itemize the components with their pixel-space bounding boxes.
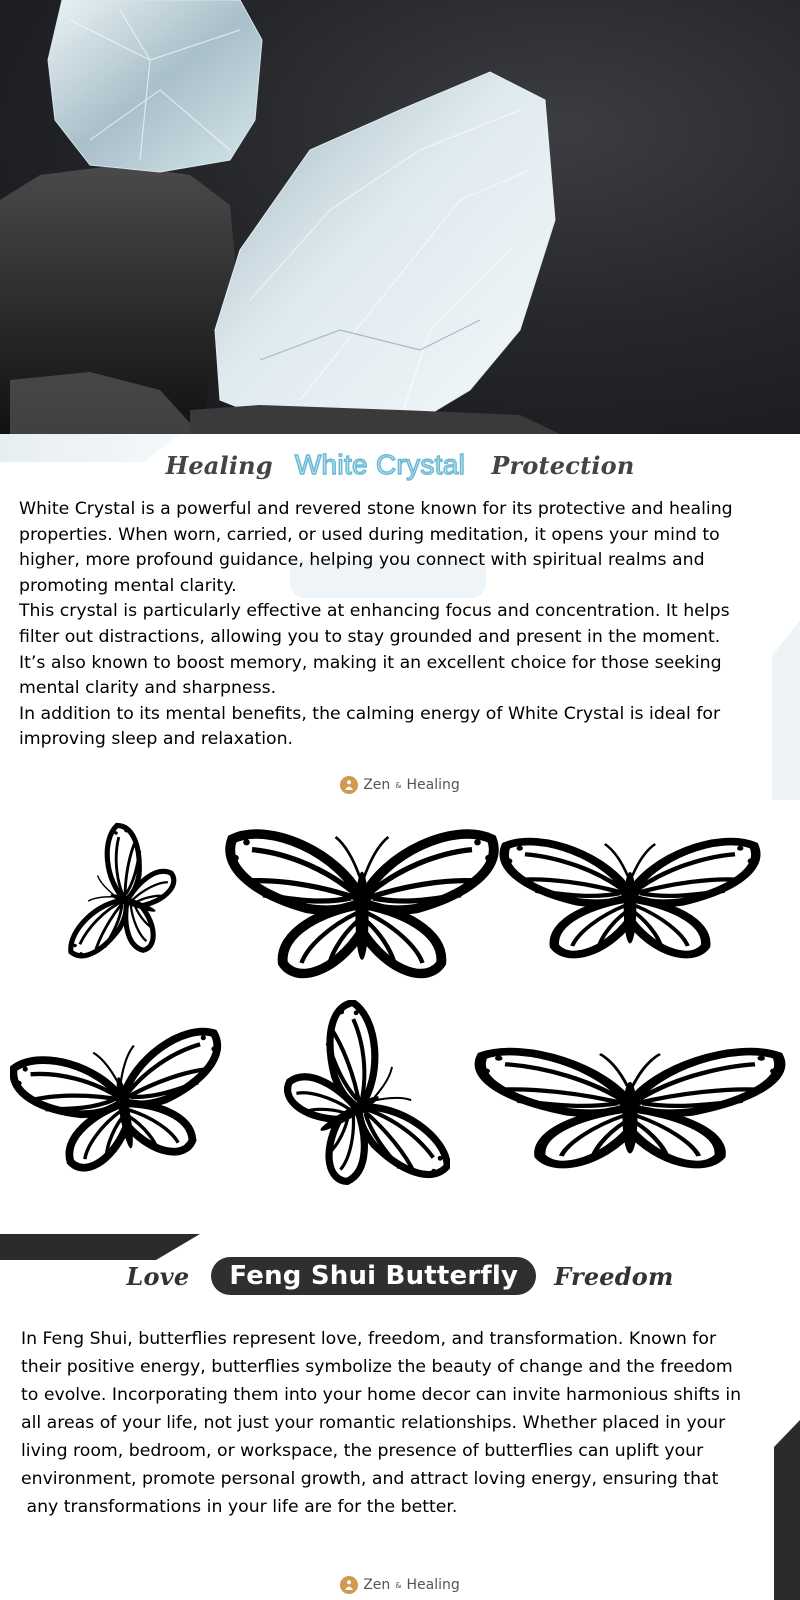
- brand-ampersand: &: [395, 780, 402, 790]
- text-line: living room, bedroom, or workspace, the presence of butterflies can uplift your: [21, 1441, 704, 1461]
- zen-healing-logo-icon: [340, 776, 358, 794]
- section-title-row: [0, 444, 800, 486]
- butterfly-icon: [270, 1000, 450, 1215]
- brand-name: Zen: [363, 777, 391, 793]
- brand-name: Healing: [406, 777, 460, 793]
- section-title-row: [0, 1254, 800, 1298]
- butterfly-icon: [30, 800, 220, 1000]
- text-line: properties. When worn, carried, or used during meditation, it opens your mind to: [19, 524, 720, 545]
- section-title: Feng Shui Butterfly: [211, 1257, 536, 1295]
- text-line: any transformations in your life are for the better.: [21, 1497, 458, 1517]
- hero-crystal-image: [0, 0, 800, 434]
- section-title: White Crystal: [294, 449, 466, 480]
- butterfly-icon: [470, 1020, 790, 1190]
- text-line: mental clarity and sharpness.: [19, 678, 277, 699]
- description-paragraph: [19, 497, 789, 753]
- text-line: all areas of your life, not just your romantic relationships. Whether placed in your: [21, 1413, 726, 1433]
- butterfly-icon: [10, 1000, 235, 1200]
- title-keyword-left: Love: [126, 1261, 190, 1291]
- brand-ampersand: &: [395, 1580, 402, 1590]
- brand-name: Zen: [363, 1577, 391, 1593]
- text-line: their positive energy, butterflies symbolize the beauty of change and the freedom: [21, 1357, 733, 1377]
- title-keyword-right: Protection: [491, 450, 635, 480]
- butterfly-icon: [222, 805, 502, 995]
- text-line: environment, promote personal growth, and attract loving energy, ensuring that: [21, 1469, 719, 1489]
- title-keyword-right: Freedom: [554, 1261, 674, 1291]
- zen-healing-logo-icon: [340, 1576, 358, 1594]
- butterfly-icon: [495, 810, 765, 980]
- text-line: White Crystal is a powerful and revered stone known for its protective and healing: [19, 499, 733, 519]
- description-paragraph: [21, 1325, 791, 1521]
- text-line: to evolve. Incorporating them into your home decor can invite harmonious shifts in: [21, 1385, 742, 1405]
- text-line: filter out distractions, allowing you to stay grounded and present in the moment.: [19, 626, 721, 647]
- brand-name: Healing: [406, 1577, 460, 1593]
- text-line: improving sleep and relaxation.: [19, 729, 294, 750]
- brand-watermark: [0, 774, 800, 796]
- text-line: higher, more profound guidance, helping you connect with spiritual realms and: [19, 550, 705, 571]
- butterfly-gallery: [0, 800, 800, 1220]
- text-line: In addition to its mental benefits, the calming energy of White Crystal is ideal for: [19, 703, 721, 724]
- text-line: This crystal is particularly effective at enhancing focus and concentration. It helps: [19, 601, 730, 622]
- text-line: In Feng Shui, butterflies represent love, freedom, and transformation. Known for: [21, 1329, 717, 1349]
- text-line: It’s also known to boost memory, making it an excellent choice for those seeking: [19, 652, 722, 673]
- text-line: promoting mental clarity.: [19, 575, 237, 596]
- brand-watermark: [0, 1574, 800, 1596]
- title-keyword-left: Healing: [165, 450, 273, 480]
